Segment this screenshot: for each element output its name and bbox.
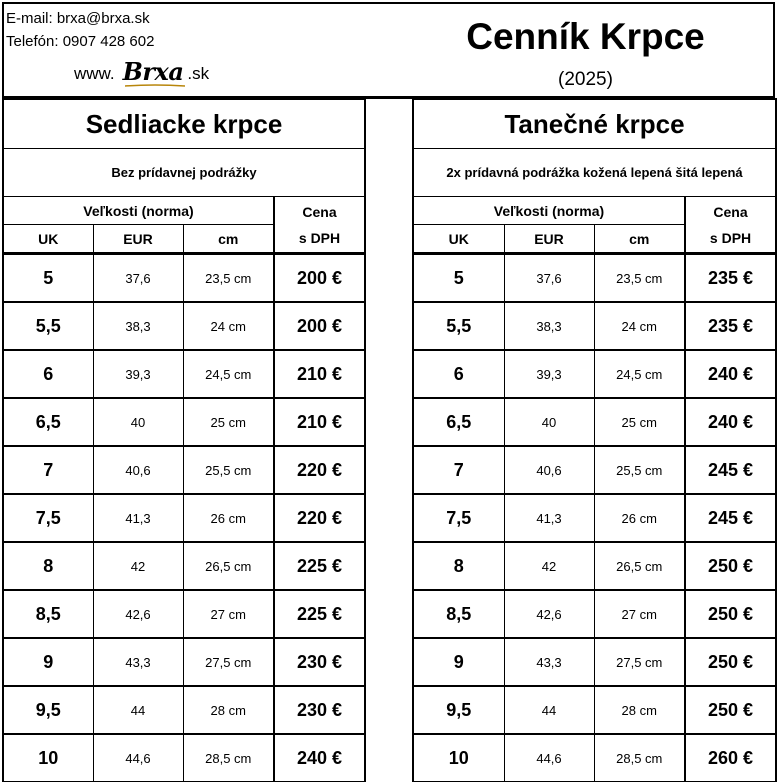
uk-size-cell: 9,5 bbox=[3, 686, 93, 734]
price-cell: 245 € bbox=[685, 494, 776, 542]
price-header-line1: Cena bbox=[302, 203, 337, 220]
logo-swash-icon bbox=[125, 84, 185, 87]
cm-header: cm bbox=[183, 225, 274, 254]
cm-length-cell: 28,5 cm bbox=[594, 734, 685, 782]
table-row bbox=[413, 542, 776, 590]
cm-length-cell: 26 cm bbox=[594, 494, 685, 542]
eur-size-cell: 42 bbox=[93, 542, 183, 590]
price-cell: 220 € bbox=[274, 446, 365, 494]
www-prefix: www. bbox=[74, 64, 115, 83]
cm-length-cell: 24,5 cm bbox=[183, 350, 274, 398]
uk-size-cell: 10 bbox=[413, 734, 504, 782]
uk-size-cell: 6 bbox=[3, 350, 93, 398]
cm-length-cell: 25 cm bbox=[183, 398, 274, 446]
phone-line: Telefón: 0907 428 602 bbox=[6, 33, 155, 50]
sizes-group-header: Veľkosti (norma) bbox=[3, 197, 274, 225]
table-row bbox=[3, 398, 365, 446]
price-table-tanecne bbox=[412, 98, 777, 782]
eur-size-cell: 44,6 bbox=[504, 734, 594, 782]
cm-length-cell: 25,5 cm bbox=[594, 446, 685, 494]
table-row bbox=[3, 638, 365, 686]
table-title: Sedliacke krpce bbox=[3, 99, 365, 149]
uk-size-cell: 5 bbox=[3, 254, 93, 303]
price-cell: 250 € bbox=[685, 542, 776, 590]
eur-size-cell: 44 bbox=[93, 686, 183, 734]
uk-size-cell: 6,5 bbox=[3, 398, 93, 446]
price-cell: 210 € bbox=[274, 398, 365, 446]
price-cell: 230 € bbox=[274, 638, 365, 686]
cm-length-cell: 27,5 cm bbox=[183, 638, 274, 686]
cm-length-cell: 27 cm bbox=[183, 590, 274, 638]
price-header-line2: s DPH bbox=[298, 229, 341, 246]
price-cell: 225 € bbox=[274, 590, 365, 638]
cm-length-cell: 24,5 cm bbox=[594, 350, 685, 398]
table-row bbox=[413, 446, 776, 494]
cm-length-cell: 25 cm bbox=[594, 398, 685, 446]
cm-length-cell: 25,5 cm bbox=[183, 446, 274, 494]
uk-size-cell: 9 bbox=[3, 638, 93, 686]
uk-size-cell: 5 bbox=[413, 254, 504, 303]
price-header bbox=[274, 197, 365, 254]
cm-length-cell: 24 cm bbox=[594, 302, 685, 350]
eur-size-cell: 37,6 bbox=[504, 254, 594, 303]
cm-length-cell: 24 cm bbox=[183, 302, 274, 350]
price-cell: 250 € bbox=[685, 638, 776, 686]
eur-size-cell: 42 bbox=[504, 542, 594, 590]
uk-size-cell: 9 bbox=[413, 638, 504, 686]
uk-size-cell: 8,5 bbox=[3, 590, 93, 638]
price-cell: 240 € bbox=[274, 734, 365, 782]
uk-size-cell: 9,5 bbox=[413, 686, 504, 734]
price-cell: 200 € bbox=[274, 254, 365, 303]
eur-size-cell: 41,3 bbox=[504, 494, 594, 542]
cm-length-cell: 26 cm bbox=[183, 494, 274, 542]
eur-size-cell: 41,3 bbox=[93, 494, 183, 542]
price-cell: 220 € bbox=[274, 494, 365, 542]
price-header-line2: s DPH bbox=[709, 229, 752, 246]
sole-description: Bez prídavnej podrážky bbox=[3, 149, 365, 197]
cm-length-cell: 23,5 cm bbox=[183, 254, 274, 303]
eur-size-cell: 39,3 bbox=[504, 350, 594, 398]
eur-size-cell: 43,3 bbox=[504, 638, 594, 686]
eur-size-cell: 42,6 bbox=[93, 590, 183, 638]
cm-length-cell: 27,5 cm bbox=[594, 638, 685, 686]
table-row bbox=[413, 254, 776, 303]
uk-size-cell: 8 bbox=[3, 542, 93, 590]
uk-size-cell: 7 bbox=[3, 446, 93, 494]
price-cell: 230 € bbox=[274, 686, 365, 734]
uk-header: UK bbox=[3, 225, 93, 254]
sizes-group-header: Veľkosti (norma) bbox=[413, 197, 685, 225]
price-header bbox=[685, 197, 776, 254]
uk-size-cell: 5,5 bbox=[3, 302, 93, 350]
eur-size-cell: 43,3 bbox=[93, 638, 183, 686]
document-title: Cenník Krpce bbox=[466, 16, 705, 57]
uk-size-cell: 10 bbox=[3, 734, 93, 782]
table-row bbox=[413, 734, 776, 782]
eur-size-cell: 42,6 bbox=[504, 590, 594, 638]
cm-length-cell: 26,5 cm bbox=[594, 542, 685, 590]
eur-size-cell: 38,3 bbox=[93, 302, 183, 350]
cm-length-cell: 23,5 cm bbox=[594, 254, 685, 303]
table-row bbox=[3, 734, 365, 782]
cm-length-cell: 28 cm bbox=[594, 686, 685, 734]
eur-size-cell: 40 bbox=[93, 398, 183, 446]
table-row bbox=[413, 638, 776, 686]
email-line: E-mail: brxa@brxa.sk bbox=[6, 10, 150, 27]
cm-length-cell: 27 cm bbox=[594, 590, 685, 638]
eur-size-cell: 44 bbox=[504, 686, 594, 734]
price-cell: 250 € bbox=[685, 590, 776, 638]
uk-size-cell: 6 bbox=[413, 350, 504, 398]
www-suffix: .sk bbox=[187, 64, 210, 83]
cm-length-cell: 28 cm bbox=[183, 686, 274, 734]
table-row bbox=[413, 686, 776, 734]
uk-size-cell: 8,5 bbox=[413, 590, 504, 638]
uk-size-cell: 7,5 bbox=[3, 494, 93, 542]
eur-size-cell: 40,6 bbox=[93, 446, 183, 494]
eur-header: EUR bbox=[504, 225, 594, 254]
document-year: (2025) bbox=[558, 69, 613, 90]
uk-size-cell: 6,5 bbox=[413, 398, 504, 446]
eur-size-cell: 39,3 bbox=[93, 350, 183, 398]
price-cell: 245 € bbox=[685, 446, 776, 494]
price-table-sedliacke bbox=[2, 98, 366, 782]
brxa-logo bbox=[122, 57, 184, 86]
price-cell: 240 € bbox=[685, 398, 776, 446]
price-cell: 240 € bbox=[685, 350, 776, 398]
price-cell: 225 € bbox=[274, 542, 365, 590]
uk-header: UK bbox=[413, 225, 504, 254]
price-cell: 235 € bbox=[685, 302, 776, 350]
eur-size-cell: 40 bbox=[504, 398, 594, 446]
eur-size-cell: 38,3 bbox=[504, 302, 594, 350]
uk-size-cell: 7,5 bbox=[413, 494, 504, 542]
eur-size-cell: 40,6 bbox=[504, 446, 594, 494]
table-row bbox=[3, 590, 365, 638]
eur-size-cell: 44,6 bbox=[93, 734, 183, 782]
price-cell: 260 € bbox=[685, 734, 776, 782]
uk-size-cell: 7 bbox=[413, 446, 504, 494]
table-row bbox=[413, 494, 776, 542]
table-row bbox=[413, 350, 776, 398]
uk-size-cell: 8 bbox=[413, 542, 504, 590]
table-row bbox=[413, 302, 776, 350]
price-cell: 210 € bbox=[274, 350, 365, 398]
uk-size-cell: 5,5 bbox=[413, 302, 504, 350]
table-row bbox=[3, 254, 365, 303]
table-row bbox=[3, 302, 365, 350]
table-row bbox=[3, 494, 365, 542]
logo-text: Brxa bbox=[122, 57, 184, 86]
cm-length-cell: 26,5 cm bbox=[183, 542, 274, 590]
price-cell: 200 € bbox=[274, 302, 365, 350]
table-row bbox=[3, 686, 365, 734]
price-cell: 250 € bbox=[685, 686, 776, 734]
table-title: Tanečné krpce bbox=[413, 99, 776, 149]
price-cell: 235 € bbox=[685, 254, 776, 303]
table-row bbox=[413, 590, 776, 638]
table-row bbox=[413, 398, 776, 446]
eur-size-cell: 37,6 bbox=[93, 254, 183, 303]
eur-header: EUR bbox=[93, 225, 183, 254]
table-row bbox=[3, 446, 365, 494]
cm-header: cm bbox=[594, 225, 685, 254]
cm-length-cell: 28,5 cm bbox=[183, 734, 274, 782]
page-header bbox=[2, 2, 775, 99]
website-line bbox=[74, 57, 210, 86]
table-row bbox=[3, 542, 365, 590]
price-header-line1: Cena bbox=[713, 203, 748, 220]
sole-description: 2x prídavná podrážka kožená lepená šitá lepená bbox=[413, 149, 776, 197]
table-row bbox=[3, 350, 365, 398]
